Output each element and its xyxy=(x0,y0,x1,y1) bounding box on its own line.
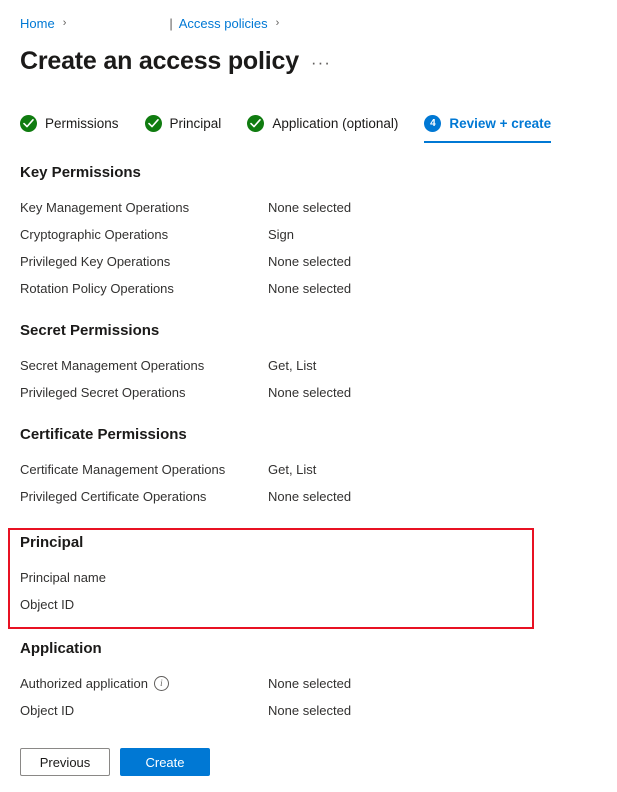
title-row xyxy=(20,46,597,76)
row-label: Object ID xyxy=(20,702,75,718)
breadcrumb-chevron-icon: › xyxy=(62,17,67,29)
row-principal-object-id xyxy=(20,592,597,616)
breadcrumb-item-access-policies[interactable]: Access policies xyxy=(178,15,268,31)
row-value: None selected xyxy=(268,384,352,400)
row-label: Cryptographic Operations xyxy=(20,226,169,242)
row-value: None selected xyxy=(268,199,352,215)
section-heading: Principal xyxy=(20,534,84,551)
row-value: None selected xyxy=(268,675,352,691)
breadcrumb-pipe: | xyxy=(169,15,173,31)
previous-button[interactable]: Previous xyxy=(20,748,110,776)
row-value: None selected xyxy=(268,253,352,269)
row-label: Privileged Secret Operations xyxy=(20,384,186,400)
row-value: None selected xyxy=(268,280,352,296)
section-heading: Application xyxy=(20,640,102,657)
section-heading: Secret Permissions xyxy=(20,322,160,339)
section-principal xyxy=(20,534,597,616)
breadcrumb-item-home[interactable]: Home xyxy=(20,15,55,31)
row-privileged-key-operations xyxy=(20,249,597,273)
row-label: Privileged Key Operations xyxy=(20,253,171,269)
tab-principal[interactable] xyxy=(145,104,222,142)
row-label xyxy=(20,676,268,691)
row-application-object-id xyxy=(20,698,597,722)
tab-label-review-create: Review + create xyxy=(449,115,552,131)
row-cryptographic-operations xyxy=(20,222,597,246)
tab-review-create[interactable] xyxy=(424,104,551,142)
tab-application[interactable] xyxy=(247,104,398,142)
row-principal-name xyxy=(20,565,597,589)
row-label: Certificate Management Operations xyxy=(20,461,226,477)
check-icon xyxy=(145,115,162,132)
row-privileged-secret-operations xyxy=(20,380,597,404)
info-icon[interactable]: i xyxy=(154,676,169,691)
tab-label-application: Application (optional) xyxy=(272,115,399,131)
row-value: None selected xyxy=(268,488,352,504)
tab-label-principal: Principal xyxy=(169,115,222,131)
row-label: Key Management Operations xyxy=(20,199,190,215)
tab-permissions[interactable] xyxy=(20,104,119,142)
more-options-button[interactable]: ··· xyxy=(310,53,331,72)
tab-label-permissions: Permissions xyxy=(45,115,119,131)
section-certificate-permissions xyxy=(20,426,597,508)
row-label: Privileged Certificate Operations xyxy=(20,488,207,504)
section-application xyxy=(20,640,597,722)
section-heading: Certificate Permissions xyxy=(20,426,187,443)
row-privileged-certificate-operations xyxy=(20,484,597,508)
row-secret-management-operations xyxy=(20,353,597,377)
section-secret-permissions xyxy=(20,322,597,404)
section-heading: Key Permissions xyxy=(20,164,141,181)
row-label: Principal name xyxy=(20,569,106,585)
check-icon xyxy=(20,115,37,132)
row-certificate-management-operations xyxy=(20,457,597,481)
check-icon xyxy=(247,115,264,132)
page-title: Create an access policy xyxy=(20,47,299,75)
row-rotation-policy-operations xyxy=(20,276,597,300)
create-button[interactable]: Create xyxy=(120,748,210,776)
row-value: Sign xyxy=(268,226,295,242)
breadcrumb-chevron-icon-2: › xyxy=(275,17,280,29)
row-key-management-operations xyxy=(20,195,597,219)
row-authorized-application xyxy=(20,671,597,695)
wizard-tabs xyxy=(20,104,597,142)
footer-actions xyxy=(20,748,597,776)
row-label: Secret Management Operations xyxy=(20,357,205,373)
row-label: Object ID xyxy=(20,596,75,612)
breadcrumb xyxy=(20,0,597,38)
row-value: Get, List xyxy=(268,357,317,373)
row-value: None selected xyxy=(268,702,352,718)
row-label-text: Authorized application xyxy=(20,675,148,691)
row-label: Rotation Policy Operations xyxy=(20,280,174,296)
section-key-permissions xyxy=(20,164,597,300)
step-number-badge: 4 xyxy=(424,115,441,132)
row-value: Get, List xyxy=(268,461,317,477)
